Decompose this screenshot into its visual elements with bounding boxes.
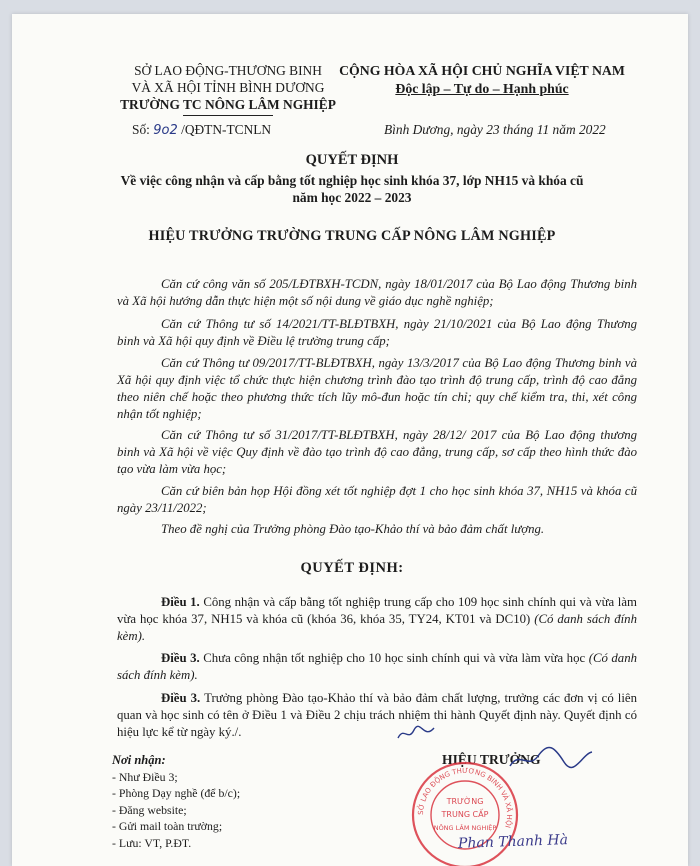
agency-line-1: SỞ LAO ĐỘNG-THƯƠNG BINH [134,63,322,78]
article-3-text: Trưởng phòng Đào tạo-Khảo thí và bảo đảm chất lượng, trưởng các đơn vị có liên quan và học sinh có tên ở Điều 1 và Điều 2 chịu trách nhiệm thi hành Quyết định này. Quyết định có hiệu lực kể từ ngày ký./. [117,691,637,739]
legal-basis-2: Căn cứ Thông tư số 14/2021/TT-BLĐTBXH, ngày 21/10/2021 của Bộ Lao động Thương binh và Xã hội quy định về Điều lệ trường trung cấp; [117,317,637,348]
school-name: TRƯỜNG TC NÔNG LÂM NGHIỆP [120,97,336,112]
document-title: QUYẾT ĐỊNH [305,152,399,168]
recipients-block [112,752,240,851]
stamp-ring-text: SỞ LAO ĐỘNG THƯƠNG BINH VÀ XÃ HỘI [416,766,514,829]
stamp-center-line-1: TRƯỜNG [446,797,484,806]
number-suffix: /QĐTN-TCNLN [181,122,272,137]
recipient-item: - Gửi mail toàn trường; [112,819,223,833]
legal-basis-4: Căn cứ Thông tư số 31/2017/TT-BLĐTBXH, ngày 28/12/ 2017 của Bộ Lao động thương binh và Xã hội về việc Quy định về đào tạo trình độ cao đẳng, trung cấp, sơ cấp theo hình thức đào tạo vừa làm vừa học; [117,428,637,476]
issuing-authority: HIỆU TRƯỞNG TRƯỜNG TRUNG CẤP NÔNG LÂM NGHIỆP [148,228,556,244]
national-header [332,62,632,98]
signature-title: HIỆU TRƯỞNG [442,752,541,767]
article-2-text: Chưa công nhận tốt nghiệp cho 10 học sinh chính qui và vừa làm vừa học [203,651,586,665]
legal-basis-6: Theo đề nghị của Trưởng phòng Đào tạo-Khảo thí và bảo đảm chất lượng. [161,522,545,536]
article-3-label: Điều 3. [161,691,201,705]
recipient-item: - Như Điều 3; [112,769,178,784]
initials-scribble [396,722,436,744]
issuing-agency-block [88,62,368,116]
legal-basis-1: Căn cứ công văn số 205/LĐTBXH-TCDN, ngày 18/01/2017 của Bộ Lao động Thương binh và Xã hội hướng dẫn thực hiện một số nội dung về giáo dục nghề nghiệp; [117,277,637,308]
recipient-item: - Phòng Dạy nghề (để b/c); [112,786,241,800]
signer-name: Phan Thanh Hà [457,832,569,852]
article-1-note: (Có danh sách đính kèm). [117,612,637,643]
article-2-note: (Có danh sách đính kèm). [117,651,637,682]
legal-basis-3: Căn cứ Thông tư 09/2017/TT-BLĐTBXH, ngày 13/3/2017 của Bộ Lao động Thương binh và Xã hội quy định việc tổ chức thực hiện chương trình đào tạo trình độ trung cấp, trình độ cao đẳng theo niên chế hoặc theo phương thức tích lũy mô-đun hoặc tín chỉ; quy chế kiểm tra, thi, xét công nhận tốt nghiệp; [117,356,637,421]
signature-scribble [506,744,596,774]
recipients-heading: Nơi nhận: [112,753,166,767]
subject-line-1: Về việc công nhận và cấp bằng tốt nghiệp học sinh khóa 37, lớp NH15 và khóa cũ [120,173,584,188]
legal-basis-5: Căn cứ biên bản họp Hội đồng xét tốt nghiệp đợt 1 cho học sinh khóa 37, NH15 và khóa cũ ngày 23/11/2022; [117,484,637,515]
agency-line-2: VÀ XÃ HỘI TỈNH BÌNH DƯƠNG [131,80,325,95]
article-2-label: Điều 3. [161,651,200,665]
article-1-label: Điều 1. [161,595,200,609]
header-rule [183,115,273,116]
recipient-item: - Lưu: VT, P.ĐT. [112,835,192,850]
stamp-center-line-3: NÔNG LÂM NGHIỆP [433,824,497,832]
number-handwritten: 9o2 [153,123,178,138]
number-prefix: Số: [132,122,150,137]
republic-name: CỘNG HÒA XÃ HỘI CHỦ NGHĨA VIỆT NAM [339,63,625,78]
document-page [12,14,688,866]
document-subject [42,172,662,206]
subject-line-2: năm học 2022 – 2023 [292,190,412,205]
recipient-item: - Đăng website; [112,802,187,817]
article-3 [117,690,637,741]
article-2 [117,650,637,684]
stamp-center-line-2: TRUNG CẤP [441,810,489,819]
article-1-text: Công nhận và cấp bằng tốt nghiệp trung cấp cho 109 học sinh chính qui và vừa làm vừa học khóa 37, NH15 và khóa cũ (khóa 36, khóa 35, TY24, KT01 và DC10) [117,595,637,626]
document-number [132,122,271,138]
place-date: Bình Dương, ngày 23 tháng 11 năm 2022 [384,122,606,137]
national-motto: Độc lập – Tự do – Hạnh phúc [395,81,569,96]
decision-heading: QUYẾT ĐỊNH: [300,560,404,576]
article-1 [117,594,637,645]
